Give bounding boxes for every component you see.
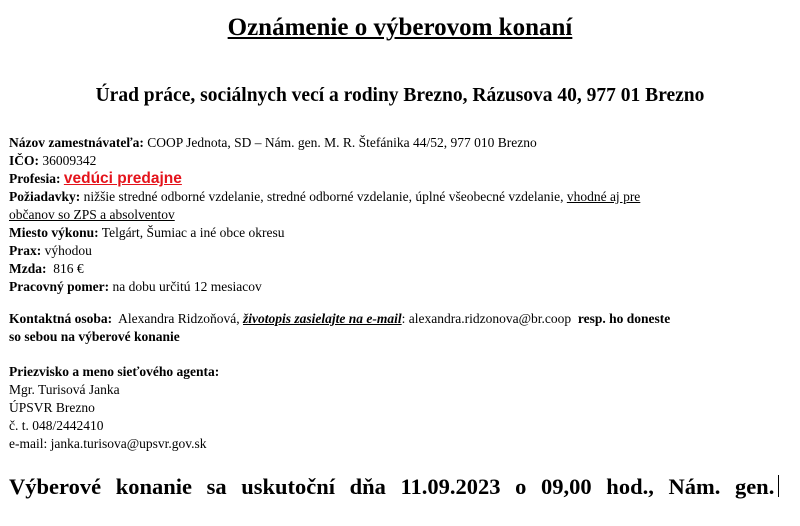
- footer-announcement: [9, 474, 799, 500]
- position-value: vedúci predajne: [63, 170, 182, 187]
- salary-line: [9, 260, 794, 278]
- text-cursor: [778, 475, 779, 497]
- requirements-underlined-1: vhodné aj pre: [566, 189, 641, 204]
- requirements-line: [9, 188, 794, 206]
- agent-email[interactable]: e-mail: janka.turisova@upsvr.gov.sk: [9, 436, 207, 451]
- salary-value: 816 €: [46, 261, 84, 276]
- requirements-label: Požiadavky:: [9, 189, 81, 204]
- employer-value: COOP Jednota, SD – Nám. gen. M. R. Štefánika 44/52, 977 010 Brezno: [143, 135, 537, 150]
- requirements-line-2: [9, 206, 794, 224]
- contact-email[interactable]: : alexandra.ridzonova@br.coop: [401, 311, 578, 326]
- salary-label: Mzda:: [9, 261, 47, 276]
- contact-label: Kontaktná osoba:: [9, 311, 113, 326]
- practice-label: Prax:: [9, 243, 42, 258]
- position-label: Profesia:: [9, 171, 61, 186]
- contact-name: Alexandra Ridzoňová,: [112, 311, 243, 326]
- requirements-underlined-2: občanov so ZPS a absolventov: [9, 207, 175, 222]
- agent-name: Mgr. Turisová Janka: [9, 382, 120, 397]
- employer-label: Názov zamestnávateľa:: [9, 135, 144, 150]
- employment-value: na dobu určitú 12 mesiacov: [109, 279, 262, 294]
- cv-note: životopis zasielajte na e-mail: [243, 311, 402, 326]
- location-value: Telgárt, Šumiac a iné obce okresu: [98, 225, 285, 240]
- ico-line: [9, 152, 794, 170]
- contact-line: [9, 310, 794, 328]
- employment-label: Pracovný pomer:: [9, 279, 110, 294]
- employer-line: [9, 134, 794, 152]
- spacer: [9, 296, 794, 310]
- practice-value: výhodou: [41, 243, 92, 258]
- agent-phone: č. t. 048/2442410: [9, 418, 104, 433]
- office-heading: Úrad práce, sociálnych vecí a rodiny Brezno, Rázusova 40, 977 01 Brezno: [95, 85, 705, 106]
- page-title: Oznámenie o výberovom konaní: [227, 14, 573, 41]
- location-line: [9, 224, 794, 242]
- agent-office: ÚPSVR Brezno: [9, 400, 95, 415]
- spacer: [9, 346, 794, 363]
- job-details: [9, 134, 794, 453]
- practice-line: [9, 242, 794, 260]
- employment-line: [9, 278, 794, 296]
- agent-label: Priezvisko a meno sieťového agenta:: [9, 364, 220, 379]
- bring-note-1: resp. ho doneste: [577, 311, 671, 326]
- location-label: Miesto výkonu:: [9, 225, 99, 240]
- ico-label: IČO:: [9, 153, 39, 168]
- position-line: [9, 170, 794, 188]
- bring-note-2: so sebou na výberové konanie: [9, 329, 180, 344]
- footer-text: Výberové konanie sa uskutoční dňa 11.09.2023 o 09,00 hod., Nám. gen.: [9, 474, 775, 499]
- ico-value: 36009342: [39, 153, 97, 168]
- requirements-value: nižšie stredné odborné vzdelanie, stredné odborné vzdelanie, úplné všeobecné vzdelanie,: [80, 189, 567, 204]
